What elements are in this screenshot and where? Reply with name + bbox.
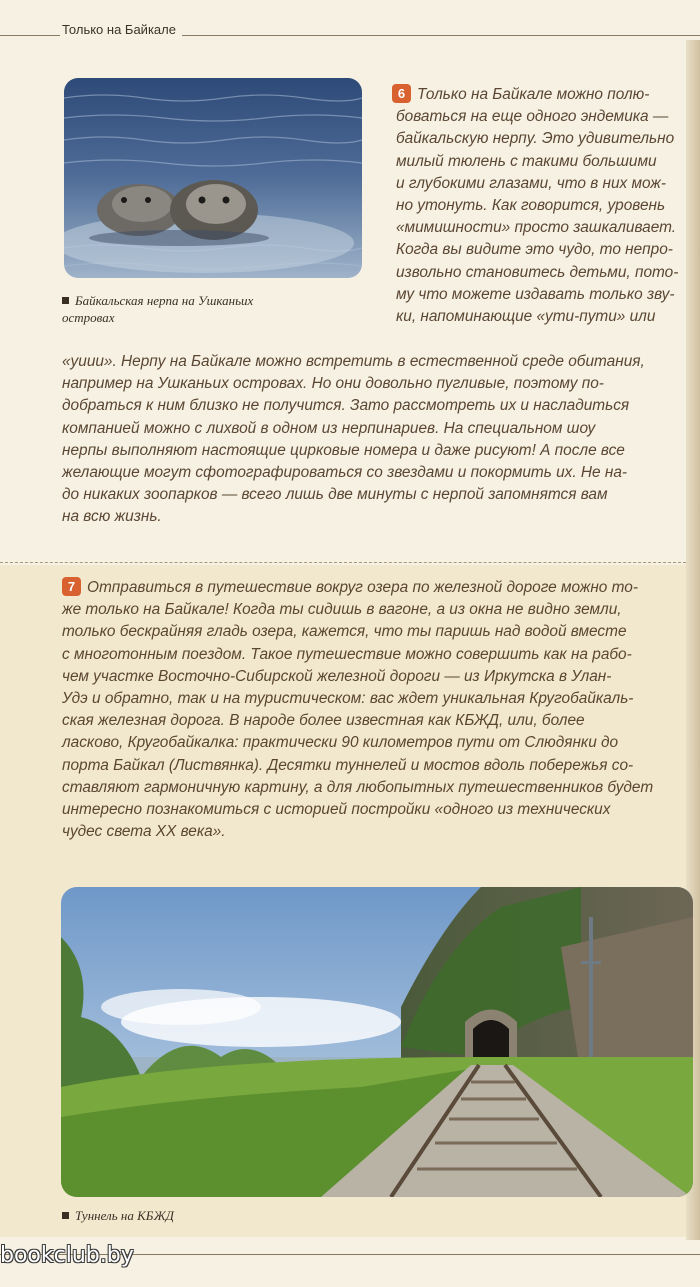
section-7 (0, 565, 686, 1237)
section-6-text-narrow: 6 Только на Байкале можно полю- боваться на еще одного эндемика — байкальскую нерпу. Это удивительно милый тюлень с такими большими и глубокими глазами, что в них мож- но утонуть. Как говорится, уровень «мимишности» просто зашкаливает. Когда вы видите это чудо, то непро- извольно становитесь детьми, пото- му что можете издавать только зву- ки, напоминающие «ути-пути» или (392, 84, 682, 328)
section-6-text-wide: «уиии». Нерпу на Байкале можно встретить в естественной среде обитания, например на Ушканьих островах. Но они довольно пугливые, поэтому по- добраться к ним близко не получится. Зато рассмотреть их и насладиться компанией можно с лихвой в одном из нерпинариев. На специальном шоу нерпы выполняют настоящие цирковые номера и даже рисуют! А после все желающие могут сфотографироваться со звездами и покормить их. Не на- до никаких зоопарков — всего лишь две минуты с нерпой запомнятся вам на всю жизнь. (62, 353, 645, 526)
section-number-badge: 7 (62, 577, 81, 596)
seal-photo (64, 78, 362, 278)
section-divider (0, 562, 686, 563)
section-7-text: 7 Отправиться в путешествие вокруг озера по железной дороге можно то- же только на Байкале! Когда ты сидишь в вагоне, а из окна не видно земли, только бескрайняя гладь озера, кажется, что ты паришь над водой вместе с многотонным поездом. Такое путешествие можно совершить как на рабо- чем участке Восточно-Сибирской железной дороги — из Иркутска в Улан- Удэ и обратно, так и на туристическом: вас ждет уникальная Кругобайкаль- ская железная дорога. В народе более известная как КБЖД, или, более ласково, Кругобайкалка: практически 90 километров пути от Слюдянки до порта Байкал (Листвянка). Десятки туннелей и мостов вдоль побережья со- ставляют гармоничную картину, а для любопытных путешественников будет интересно познакомиться с историей постройки «одного из технических чудес света XX века». (62, 579, 654, 841)
caption-bullet (62, 297, 69, 304)
section-6 (0, 40, 686, 560)
seal-photo-caption: Байкальская нерпа на Ушканьих островах (62, 293, 254, 325)
railway-tunnel-photo (61, 887, 693, 1197)
bookclub-logo: bookclub.by (0, 1243, 134, 1268)
caption-bullet (62, 1212, 69, 1219)
running-header: Только на Байкале (60, 22, 182, 37)
railway-photo-caption: Туннель на КБЖД (62, 1207, 362, 1224)
section-number-badge: 6 (392, 84, 411, 103)
